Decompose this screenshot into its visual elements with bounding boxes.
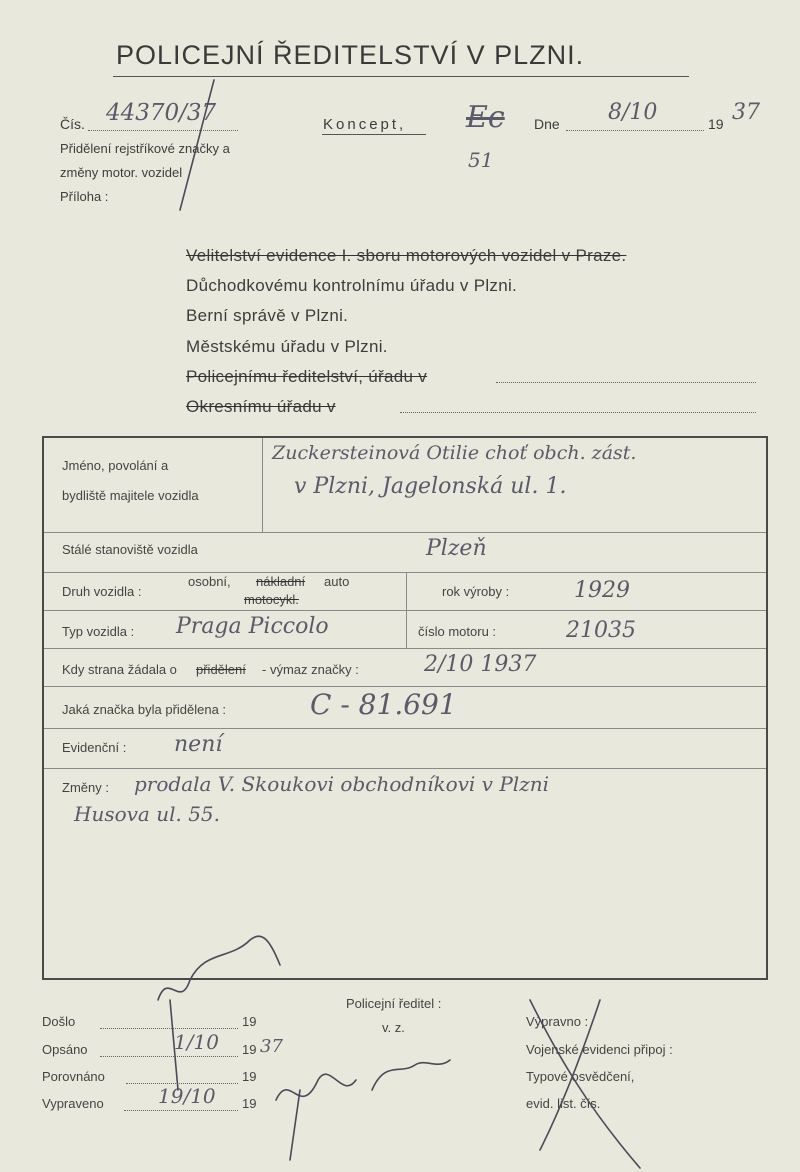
addressee-2: Důchodkovému kontrolnímu úřadu v Plzni.: [186, 276, 518, 295]
evid-value: není: [174, 732, 223, 757]
director-sub: v. z.: [382, 1020, 405, 1035]
request-value: 2/10 1937: [424, 652, 537, 677]
cis-value: 44370/37: [106, 100, 217, 126]
footer-right-4: evid. list. čís.: [526, 1096, 601, 1111]
dne-value: 8/10: [608, 100, 658, 125]
kind-option-auto: auto: [324, 574, 350, 589]
owner-value-2: v Plzni, Jagelonská ul. 1.: [294, 474, 567, 499]
footer-right-2: Vojenské evidenci připoj :: [526, 1042, 673, 1057]
owner-label-2: bydliště majitele vozidla: [62, 488, 199, 503]
request-label-a: Kdy strana žádala o: [62, 662, 177, 677]
addressee-1: Velitelství evidence I. sboru motorových vozidel v Praze.: [186, 246, 627, 265]
request-label-c: - výmaz značky :: [262, 662, 359, 677]
vypraveno-label: Vypraveno: [42, 1096, 104, 1111]
changes-value-2: Husova ul. 55.: [74, 802, 221, 826]
footer-right-1: Výpravno :: [526, 1014, 589, 1029]
plate-label: Jaká značka byla přidělena :: [62, 702, 227, 717]
addressee-6: Okresnímu úřadu v: [186, 397, 336, 416]
priloha-label: Příloha :: [60, 189, 109, 204]
kind-option-nakladni: nákladní: [256, 574, 306, 589]
changes-value-1: prodala V. Skoukovi obchodníkovi v Plzni: [134, 772, 550, 796]
request-label-b: přidělení: [196, 662, 246, 677]
koncept-mark: Ec: [466, 100, 505, 135]
kind-option-osobni: osobní,: [188, 574, 231, 589]
addressee-4: Městskému úřadu v Plzni.: [186, 337, 388, 356]
addressee-3: Berní správě v Plzni.: [186, 306, 349, 325]
opsano-year: 37: [260, 1036, 283, 1057]
owner-value-1: Zuckersteinová Otilie choť obch. zást.: [272, 442, 637, 464]
director-label: Policejní ředitel :: [346, 996, 442, 1011]
cis-label: Čís.: [60, 116, 85, 132]
page-title: POLICEJNÍ ŘEDITELSTVÍ V PLZNI.: [116, 40, 585, 70]
footer-right-3: Typové osvědčení,: [526, 1069, 635, 1084]
type-label: Typ vozidla :: [62, 624, 135, 639]
cross-stroke-1: [530, 1000, 640, 1168]
year-label: rok výroby :: [442, 584, 510, 599]
year-value: 1929: [574, 578, 630, 603]
kind-label: Druh vozidla :: [62, 584, 142, 599]
plate-value: C - 81.691: [310, 688, 457, 721]
cis-slash-stroke: [180, 80, 214, 210]
vypraveno-year: 19: [242, 1096, 257, 1111]
addressee-5: Policejnímu ředitelství, úřadu v: [186, 367, 428, 386]
signature-2-tail: [290, 1090, 300, 1160]
signature-2: [276, 1074, 356, 1100]
koncept-label: Koncept,: [323, 116, 407, 133]
subject-line-2: změny motor. vozidel: [60, 165, 183, 180]
cross-stroke-2: [540, 1000, 600, 1150]
signature-1-tail: [170, 1000, 178, 1090]
owner-label-1: Jméno, povolání a: [62, 458, 169, 473]
year-prefix: 19: [708, 116, 724, 132]
subject-line-1: Přidělení rejstříkové značky a: [60, 141, 230, 156]
koncept-sub: 51: [468, 148, 494, 172]
doslo-label: Došlo: [42, 1014, 76, 1029]
signature-3: [372, 1060, 450, 1090]
type-value: Praga Piccolo: [176, 614, 329, 639]
porovnano-year: 19: [242, 1069, 257, 1084]
opsano-year-prefix: 19: [242, 1042, 257, 1057]
doslo-year: 19: [242, 1014, 257, 1029]
year-suffix: 37: [732, 100, 760, 125]
porovnano-label: Porovnáno: [42, 1069, 105, 1084]
motor-value: 21035: [566, 618, 636, 643]
opsano-label: Opsáno: [42, 1042, 88, 1057]
changes-label: Změny :: [62, 780, 109, 795]
station-value: Plzeň: [426, 536, 487, 561]
station-label: Stálé stanoviště vozidla: [62, 542, 198, 557]
motor-label: číslo motoru :: [418, 624, 497, 639]
vypraveno-value: 19/10: [158, 1084, 216, 1108]
evid-label: Evidenční :: [62, 740, 127, 755]
opsano-value: 1/10: [174, 1030, 219, 1054]
dne-label: Dne: [534, 116, 560, 132]
signature-1: [158, 936, 280, 1000]
kind-option-motocykl: motocykl.: [244, 592, 299, 607]
